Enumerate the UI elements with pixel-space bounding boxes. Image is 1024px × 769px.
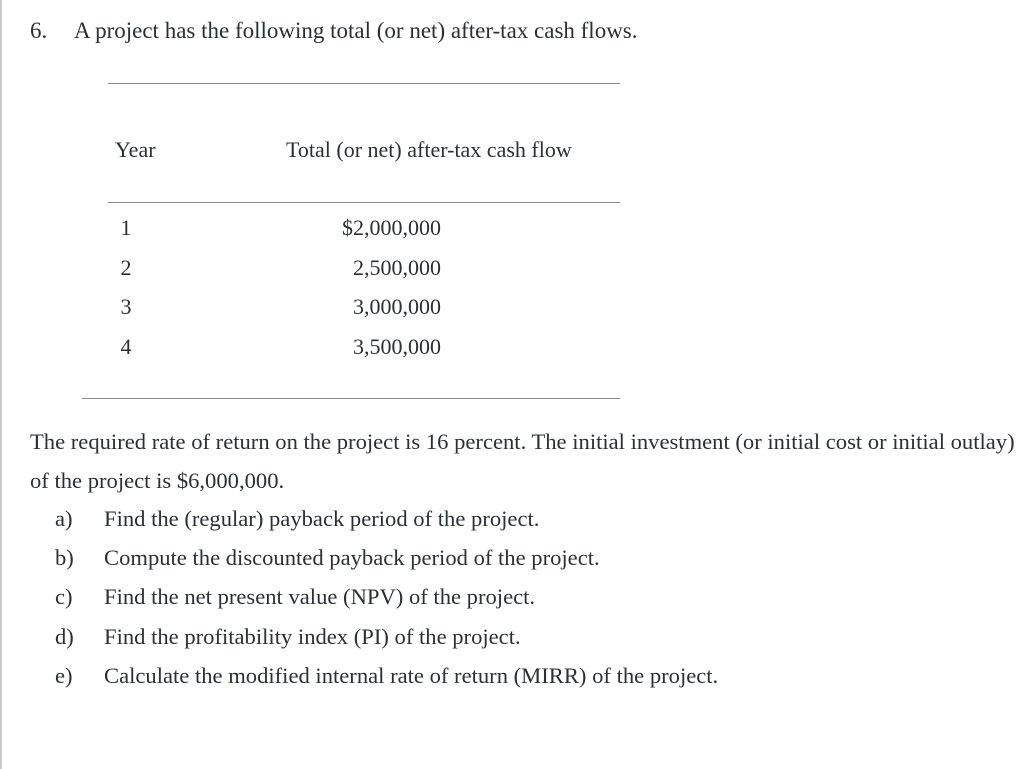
problem-paragraph: The required rate of return on the project is 16 percent. The initial investment (or initial cost or initial outlay) of the project is $6,000,000. — [30, 429, 1015, 493]
year-cell: 1 — [120, 215, 132, 240]
item-text: Find the profitability index (PI) of the project. — [104, 623, 521, 649]
list-item — [0, 618, 1024, 657]
table-row — [0, 292, 700, 332]
list-item — [0, 539, 1024, 578]
item-text: Calculate the modified internal rate of return (MIRR) of the project. — [104, 662, 719, 688]
question-items-list — [0, 500, 1024, 696]
cash-flow-cell: $2,000,000 — [342, 215, 441, 240]
cash-flow-cell: 3,500,000 — [353, 333, 441, 359]
cash-flow-cell: 2,500,000 — [353, 254, 441, 280]
item-text: Find the (regular) payback period of the project. — [104, 506, 540, 531]
column-header-cash-flow: Total (or net) after-tax cash flow — [286, 137, 572, 162]
table-bottom-rule — [82, 398, 620, 399]
list-item — [0, 657, 1024, 696]
table-header-rule — [108, 202, 620, 203]
year-cell: 2 — [120, 254, 132, 280]
item-letter: a) — [55, 506, 73, 531]
question-text: A project has the following total (or net) after-tax cash flows. — [74, 18, 638, 43]
item-text: Find the net present value (NPV) of the project. — [104, 584, 536, 610]
item-text: Compute the discounted payback period of the project. — [104, 545, 600, 571]
list-item — [0, 578, 1024, 617]
table-row — [0, 213, 700, 253]
cash-flow-table-body — [0, 213, 700, 371]
table-row — [0, 253, 700, 293]
list-item — [0, 500, 1024, 539]
year-cell: 3 — [120, 294, 132, 319]
table-row — [0, 332, 700, 372]
table-top-rule — [108, 83, 620, 84]
year-cell: 4 — [120, 333, 132, 359]
item-letter: e) — [55, 662, 73, 688]
question-number: 6. — [30, 18, 48, 43]
item-letter: d) — [55, 623, 74, 649]
cash-flow-cell: 3,000,000 — [353, 294, 441, 319]
column-header-year: Year — [115, 137, 156, 162]
item-letter: c) — [55, 584, 73, 610]
item-letter: b) — [55, 545, 74, 571]
question-heading — [30, 16, 638, 46]
